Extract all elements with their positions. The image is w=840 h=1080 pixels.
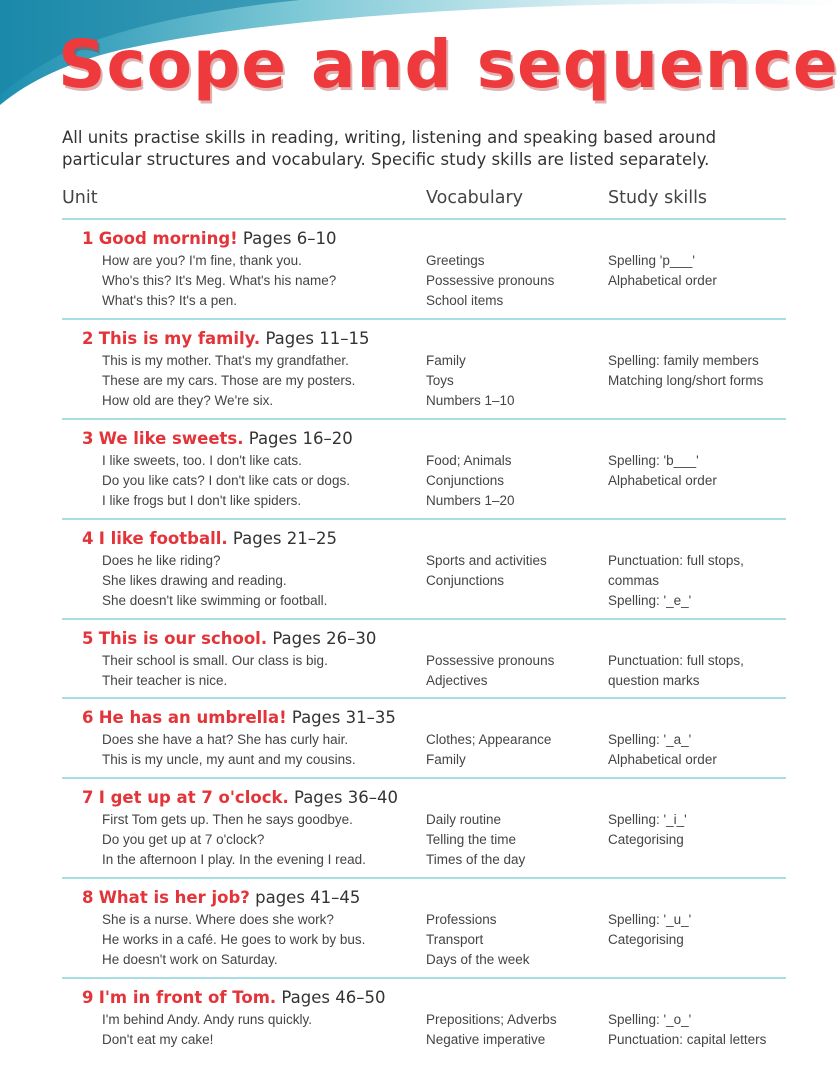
unit-pages: Pages 36–40: [293, 788, 399, 807]
structures-column: [102, 551, 422, 611]
unit-name: This is our school.: [98, 629, 268, 648]
structure-line: How old are they? We're six.: [102, 393, 274, 408]
unit-pages: Pages 31–35: [291, 708, 396, 727]
unit-row: [62, 429, 786, 519]
structure-line: Does she have a hat? She has curly hair.: [102, 732, 349, 747]
unit-heading: [82, 429, 353, 448]
unit-pages: Pages 6–10: [242, 229, 337, 248]
structure-line: Their teacher is nice.: [102, 673, 228, 688]
structure-line: He doesn't work on Saturday.: [102, 952, 278, 967]
structures-column: [102, 730, 422, 770]
structures-column: [102, 1010, 422, 1050]
header-unit: Unit: [62, 188, 98, 208]
unit-heading: [82, 529, 337, 548]
unit-number: 1: [82, 229, 94, 248]
vocabulary-item: Adjectives: [426, 673, 488, 688]
study-skills-column: [608, 451, 786, 491]
vocabulary-item: Numbers 1–20: [426, 493, 515, 508]
study-skills-column: [608, 551, 786, 611]
unit-number: 2: [82, 329, 94, 348]
structure-line: This is my mother. That's my grandfather.: [102, 353, 349, 368]
unit-number: 8: [82, 888, 94, 907]
header-vocabulary: Vocabulary: [426, 188, 524, 208]
unit-pages: Pages 46–50: [281, 988, 386, 1007]
unit-row: [62, 788, 786, 878]
structures-column: [102, 910, 422, 970]
intro-text: All units practise skills in reading, writing, listening and speaking based around particular structures and vocabulary. Specific study skills are listed separately.: [62, 128, 717, 169]
unit-heading: [82, 329, 369, 348]
unit-name: I get up at 7 o'clock.: [98, 788, 289, 807]
study-skill-item: Spelling: '_o_': [608, 1012, 692, 1027]
unit-name: Good morning!: [98, 229, 238, 248]
vocabulary-item: Prepositions; Adverbs: [426, 1012, 557, 1027]
vocabulary-item: Greetings: [426, 253, 485, 268]
unit-number: 7: [82, 788, 94, 807]
unit-number: 4: [82, 529, 94, 548]
vocabulary-item: Clothes; Appearance: [426, 732, 552, 747]
unit-number: 5: [82, 629, 94, 648]
unit-pages: Pages 16–20: [248, 429, 353, 448]
study-skills-column: [608, 251, 786, 291]
structure-line: Do you get up at 7 o'clock?: [102, 832, 265, 847]
structure-line: She is a nurse. Where does she work?: [102, 912, 334, 927]
vocabulary-column: [426, 910, 604, 970]
unit-pages: Pages 21–25: [232, 529, 337, 548]
structure-line: How are you? I'm fine, thank you.: [102, 253, 302, 268]
row-divider: [62, 218, 786, 220]
structure-line: These are my cars. Those are my posters.: [102, 373, 356, 388]
study-skill-item: Spelling: '_i_': [608, 812, 687, 827]
vocabulary-item: Negative imperative: [426, 1032, 546, 1047]
header-study-skills: Study skills: [608, 188, 708, 208]
study-skill-item: Categorising: [608, 832, 684, 847]
unit-name: What is her job?: [98, 888, 250, 907]
vocabulary-item: School items: [426, 293, 504, 308]
unit-heading: [82, 888, 360, 907]
unit-number: 9: [82, 988, 94, 1007]
structures-column: [102, 351, 422, 411]
vocabulary-item: Times of the day: [426, 852, 526, 867]
structure-line: Do you like cats? I don't like cats or dogs.: [102, 473, 350, 488]
vocabulary-column: [426, 351, 604, 411]
structure-line: What's this? It's a pen.: [102, 293, 237, 308]
study-skill-item: Alphabetical order: [608, 273, 717, 288]
vocabulary-item: Family: [426, 752, 466, 767]
study-skill-item: Alphabetical order: [608, 752, 717, 767]
vocabulary-item: Family: [426, 353, 466, 368]
unit-name: He has an umbrella!: [98, 708, 287, 727]
unit-row: [62, 229, 786, 319]
study-skills-column: [608, 651, 786, 691]
structure-line: Their school is small. Our class is big.: [102, 653, 328, 668]
study-skill-item: Punctuation: capital letters: [608, 1032, 767, 1047]
study-skill-item: Punctuation: full stops,: [608, 653, 744, 668]
vocabulary-column: [426, 1010, 604, 1050]
column-headers: [62, 188, 786, 214]
study-skills-column: [608, 730, 786, 770]
vocabulary-item: Conjunctions: [426, 573, 505, 588]
unit-pages: Pages 11–15: [265, 329, 370, 348]
study-skill-item: Spelling: '_a_': [608, 732, 692, 747]
study-skill-item: Spelling: '_u_': [608, 912, 692, 927]
vocabulary-column: [426, 810, 604, 870]
structure-line: Does he like riding?: [102, 553, 221, 568]
study-skill-item: Alphabetical order: [608, 473, 717, 488]
structures-column: [102, 810, 422, 870]
structure-line: In the afternoon I play. In the evening I read.: [102, 852, 366, 867]
vocabulary-column: [426, 651, 604, 691]
unit-row: [62, 529, 786, 619]
unit-heading: [82, 229, 336, 248]
structure-line: She doesn't like swimming or football.: [102, 593, 328, 608]
vocabulary-column: [426, 251, 604, 311]
unit-pages: Pages 26–30: [272, 629, 377, 648]
vocabulary-item: Toys: [426, 373, 454, 388]
structures-column: [102, 251, 422, 311]
unit-row: [62, 629, 786, 719]
unit-pages: pages 41–45: [255, 888, 361, 907]
vocabulary-column: [426, 451, 604, 511]
vocabulary-item: Conjunctions: [426, 473, 505, 488]
vocabulary-item: Transport: [426, 932, 484, 947]
vocabulary-column: [426, 551, 604, 591]
unit-name: I like football.: [98, 529, 228, 548]
structure-line: First Tom gets up. Then he says goodbye.: [102, 812, 353, 827]
unit-row: [62, 988, 786, 1078]
structure-line: I'm behind Andy. Andy runs quickly.: [102, 1012, 312, 1027]
unit-heading: [82, 988, 385, 1007]
vocabulary-item: Daily routine: [426, 812, 502, 827]
structures-column: [102, 651, 422, 691]
vocabulary-item: Numbers 1–10: [426, 393, 515, 408]
vocabulary-item: Sports and activities: [426, 553, 547, 568]
unit-number: 3: [82, 429, 94, 448]
study-skills-column: [608, 810, 786, 850]
unit-number: 6: [82, 708, 94, 727]
unit-name: I'm in front of Tom.: [98, 988, 277, 1007]
structure-line: Who's this? It's Meg. What's his name?: [102, 273, 337, 288]
vocabulary-item: Food; Animals: [426, 453, 512, 468]
study-skill-item: commas: [608, 573, 660, 588]
study-skill-item: Spelling: '_e_': [608, 593, 692, 608]
study-skill-item: Categorising: [608, 932, 684, 947]
structure-line: I like frogs but I don't like spiders.: [102, 493, 302, 508]
unit-heading: [82, 629, 376, 648]
unit-row: [62, 708, 786, 798]
study-skill-item: Matching long/short forms: [608, 373, 764, 388]
structures-column: [102, 451, 422, 511]
vocabulary-item: Possessive pronouns: [426, 273, 555, 288]
unit-name: This is my family.: [98, 329, 261, 348]
vocabulary-item: Professions: [426, 912, 497, 927]
structure-line: This is my uncle, my aunt and my cousins.: [102, 752, 356, 767]
vocabulary-column: [426, 730, 604, 770]
vocabulary-item: Possessive pronouns: [426, 653, 555, 668]
study-skill-item: question marks: [608, 673, 700, 688]
structure-line: I like sweets, too. I don't like cats.: [102, 453, 302, 468]
unit-name: We like sweets.: [98, 429, 244, 448]
structure-line: She likes drawing and reading.: [102, 573, 287, 588]
study-skills-column: [608, 351, 786, 391]
study-skills-column: [608, 1010, 786, 1050]
unit-heading: [82, 788, 398, 807]
study-skill-item: Punctuation: full stops,: [608, 553, 744, 568]
structure-line: Don't eat my cake!: [102, 1032, 214, 1047]
unit-row: [62, 329, 786, 419]
unit-heading: [82, 708, 396, 727]
vocabulary-item: Days of the week: [426, 952, 530, 967]
structure-line: He works in a café. He goes to work by bus.: [102, 932, 366, 947]
page-title: Scope and sequence: [58, 26, 839, 103]
study-skill-item: Spelling: 'b___': [608, 453, 699, 468]
vocabulary-item: Telling the time: [426, 832, 517, 847]
study-skills-column: [608, 910, 786, 950]
unit-row: [62, 888, 786, 978]
study-skill-item: Spelling 'p___': [608, 253, 695, 268]
study-skill-item: Spelling: family members: [608, 353, 759, 368]
